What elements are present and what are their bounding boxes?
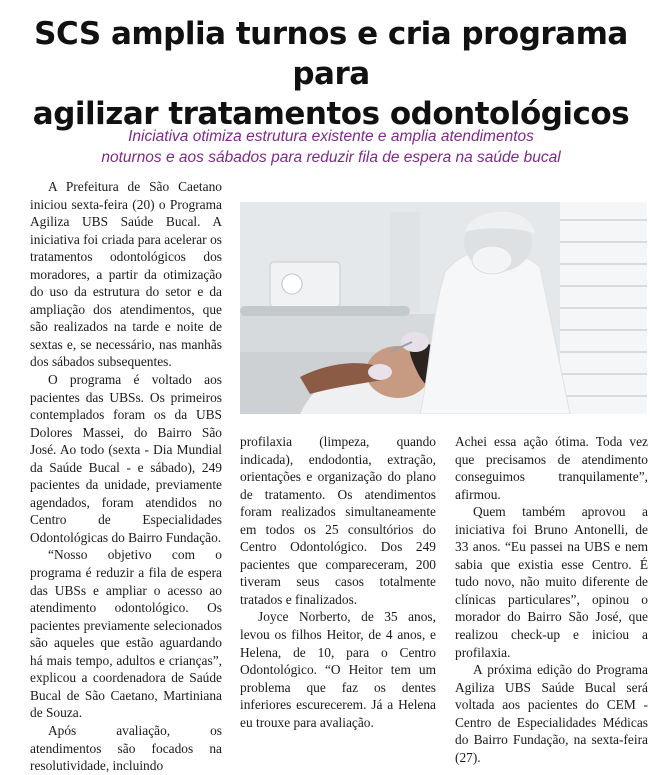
article-column-1 [30,178,222,775]
subheadline-line-1: Iniciativa otimiza estrutura existente e amplia atendimentos [128,128,534,145]
article-photo [240,202,647,414]
paragraph: Após avaliação, os atendimentos são focados na resolutividade, incluindo [30,722,222,774]
paragraph: “Nosso objetivo com o programa é reduzir a fila de espera das UBSs e ampliar o acesso ao atendimento odontológico. Os pacientes previamente selecionados são aqueles que estão aguardando há mais tempo, adultos e crianças”, explicou a coordenadora de Saúde Bucal de São Caetano, Martiniana de Souza. [30,547,222,721]
paragraph: O programa é voltado aos pacientes das UBSs. Os primeiros contemplados foram os da UBS Dolores Massei, do Bairro São José. Ao todo (sexta - Dia Mundial da Saúde Bucal - e sábado), 249 pacientes da unidade, previamente agendados, foram atendidos no Centro de Especialidades Odontológicas do Bairro Fundação. [30,372,222,545]
paragraph: profilaxia (limpeza, quando indicada), endodontia, extração, orientações e organização do plano de tratamento. Os atendimentos foram realizados simultaneamente em todos os 25 consultórios do Centro Odontológico. Dos 249 pacientes que compareceram, 200 tiveram seus casos totalmente tratados e finalizados. [240,434,436,607]
dentist-photo-illustration [240,202,647,414]
headline-line-2: agilizar tratamentos odontológicos [32,96,630,132]
subheadline-line-2: noturnos e aos sábados para reduzir fila de espera na saúde bucal [101,149,561,166]
paragraph: Quem também aprovou a iniciativa foi Bruno Antonelli, de 33 anos. “Eu passei na UBS e nem sabia que existia esse Centro. É tudo novo, não muito diferente de clínicas particulares”, opinou o morador do Bairro São José, que realizou check-up e iniciou a profilaxia. [455,504,648,660]
paragraph: A próxima edição do Programa Agiliza UBS Saúde Bucal será voltada aos pacientes do CEM -Centro de Especialidades Médicas do Bairro Fundação, na sexta-feira (27). [455,662,648,765]
paragraph: Achei essa ação ótima. Toda vez que precisamos de atendimento conseguimos tranquilamente”, afirmou. [455,434,648,502]
paragraph: Joyce Norberto, de 35 anos, levou os filhos Heitor, de 4 anos, e Helena, de 10, para o Centro Odontológico. “O Heitor tem um problema que faz os dentes inferiores escurecerem. Já a Helena eu trouxe para avaliação. [240,609,436,730]
paragraph: A Prefeitura de São Caetano iniciou sexta-feira (20) o Programa Agiliza UBS Saúde Bucal. A iniciativa foi criada para acelerar os tratamentos odontológicos dos moradores, a partir da otimização do uso da estrutura do setor e da ampliação dos atendimentos, que são realizados na tarde e noite de sextas e, se necessário, nas manhãs dos sábados subsequentes. [30,179,222,370]
headline-line-1: SCS amplia turnos e cria programa para [34,16,628,92]
headline [0,14,662,134]
article-column-2 [240,433,436,731]
article-column-3 [455,433,648,766]
subheadline [100,126,562,168]
